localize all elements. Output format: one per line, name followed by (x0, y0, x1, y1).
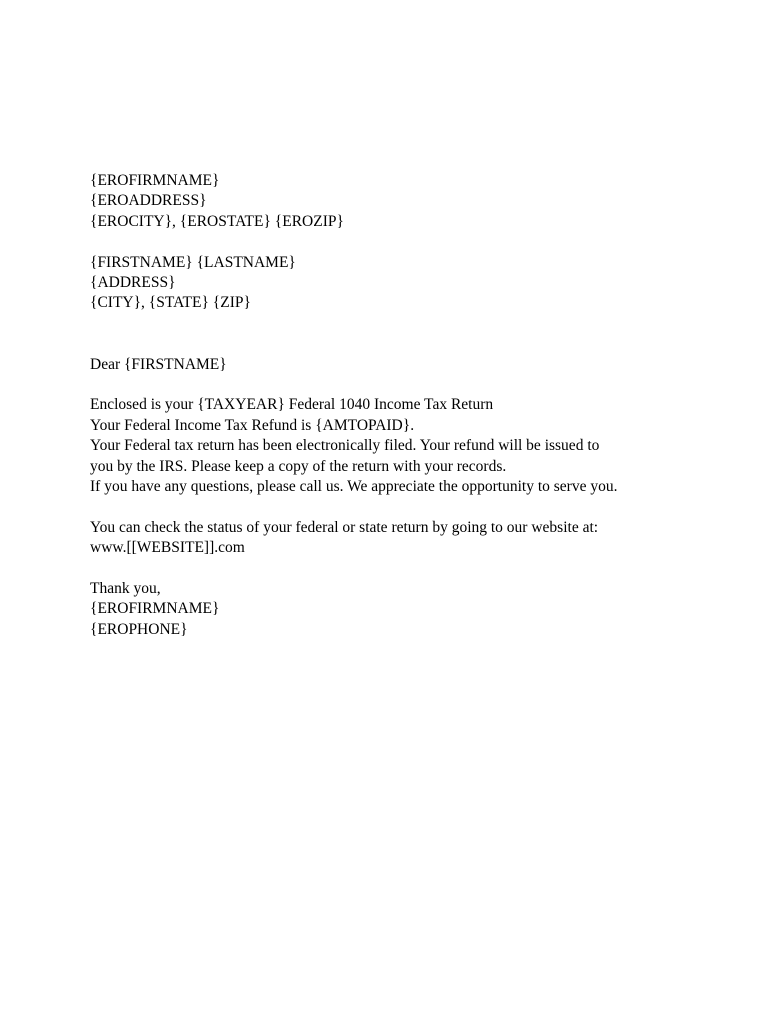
recipient-address-block (90, 253, 730, 314)
sign-off: Thank you, (90, 580, 161, 598)
recipient-name: {FIRSTNAME} {LASTNAME} (90, 253, 296, 271)
body-line: Enclosed is your {TAXYEAR} Federal 1040 Income Tax Return (90, 396, 494, 414)
body-line: you by the IRS. Please keep a copy of the return with your records. (90, 457, 507, 475)
sender-city-state-zip: {EROCITY}, {EROSTATE} {EROZIP} (90, 212, 344, 230)
spacer (90, 497, 730, 517)
body-line: If you have any questions, please call us. We appreciate the opportunity to serve you. (90, 478, 618, 496)
spacer (90, 559, 730, 579)
recipient-city-state-zip: {CITY}, {STATE} {ZIP} (90, 294, 251, 312)
website-text: www.[[WEBSITE]].com (90, 539, 245, 557)
sender-firm-name: {EROFIRMNAME} (90, 172, 220, 189)
salutation: Dear {FIRSTNAME} (90, 355, 227, 373)
body-paragraph-1 (90, 395, 730, 497)
sender-street-address: {EROADDRESS} (90, 192, 207, 210)
sender-address-block (90, 171, 730, 232)
spacer (90, 232, 730, 252)
body-line: Your Federal tax return has been electronically filed. Your refund will be issued to (90, 437, 600, 455)
spacer (90, 314, 730, 355)
recipient-street-address: {ADDRESS} (90, 274, 176, 292)
closing-phone: {EROPHONE} (90, 620, 188, 638)
closing-block (90, 579, 730, 640)
body-line: Your Federal Income Tax Refund is {AMTOPAID}. (90, 416, 415, 434)
spacer (90, 375, 730, 395)
closing-firm-name: {EROFIRMNAME} (90, 600, 220, 618)
body-line: You can check the status of your federal or state return by going to our website at: (90, 518, 599, 536)
letter (90, 171, 730, 640)
body-paragraph-2 (90, 518, 730, 559)
